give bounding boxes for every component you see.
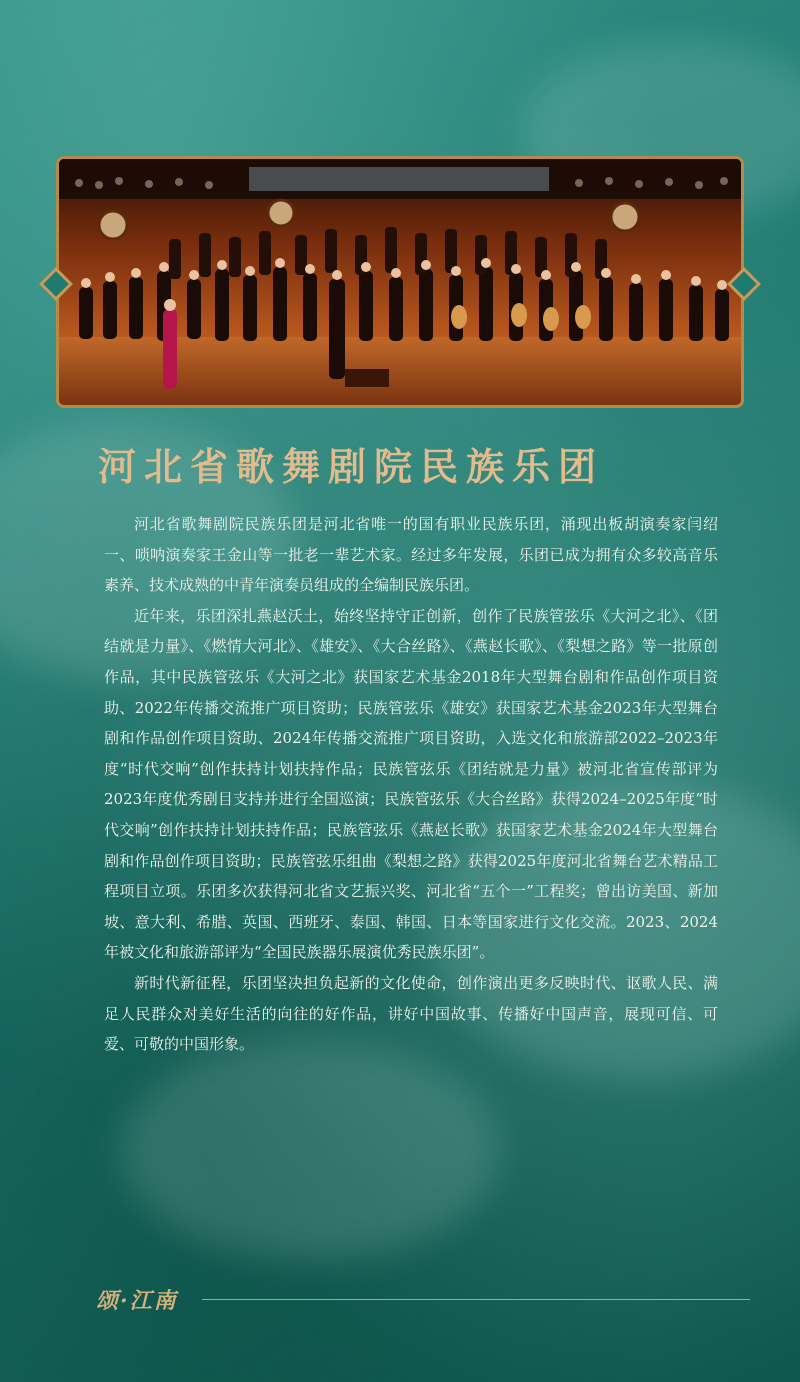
footer-divider: [202, 1299, 750, 1300]
orchestra-photo: [59, 159, 741, 405]
paragraph: 新时代新征程，乐团坚决担负起新的文化使命，创作演出更多反映时代、讴歌人民、满足人民群众对美好生活的向往的好作品，讲好中国故事、传播好中国声音，展现可信、可爱、可敬的中国形象。: [104, 973, 718, 1054]
article-body: [104, 509, 718, 1060]
paragraph: 近年来，乐团深扎燕赵沃土，始终坚持守正创新，创作了民族管弦乐《大河之北》、《团结就是力量》、《燃情大河北》、《雄安》、《大合丝路》、《燕赵长歌》、《梨想之路》等一批原创作品，其中民族管弦乐《大河之北》获国家艺术基金2018年大型舞台剧和作品创作项目资助、2022年传播交流推广项目资助；民族管弦乐《雄安》获国家艺术基金2023年大型舞台剧和作品创作项目资助、2024年传播交流推广项目资助，入选文化和旅游部2022–2023年度“时代交响”创作扶持计划扶持作品；民族管弦乐《团结就是力量》被河北省宣传部评为2023年度优秀剧目支持并进行全国巡演；民族管弦乐《大合丝路》获得2024–2025年度“时代交响”创作扶持计划扶持作品；民族管弦乐《燕赵长歌》获国家艺术基金2024年大型舞台剧和作品创作项目资助；民族管弦乐组曲《梨想之路》获得2025年度河北省舞台艺术精品工程项目立项。乐团多次获得河北省文艺振兴奖、河北省“五个一”工程奖；曾出访美国、新加坡、意大利、希腊、英国、西班牙、泰国、韩国、日本等国家进行文化交流。2023、2024年被文化和旅游部评为“全国民族器乐展演优秀民族乐团”。: [104, 606, 718, 962]
background-mist: [120, 1040, 500, 1260]
footer-logo-text: 颂·江南: [96, 1288, 178, 1314]
orchestra-photo-frame: [56, 156, 744, 408]
page-title: 河北省歌舞剧院民族乐团: [98, 444, 605, 489]
paragraph: 河北省歌舞剧院民族乐团是河北省唯一的国有职业民族乐团，涌现出板胡演奏家闫绍一、唢呐演奏家王金山等一批老一辈艺术家。经过多年发展，乐团已成为拥有众多较高音乐素养、技术成熟的中青年演奏员组成的全编制民族乐团。: [104, 515, 718, 595]
